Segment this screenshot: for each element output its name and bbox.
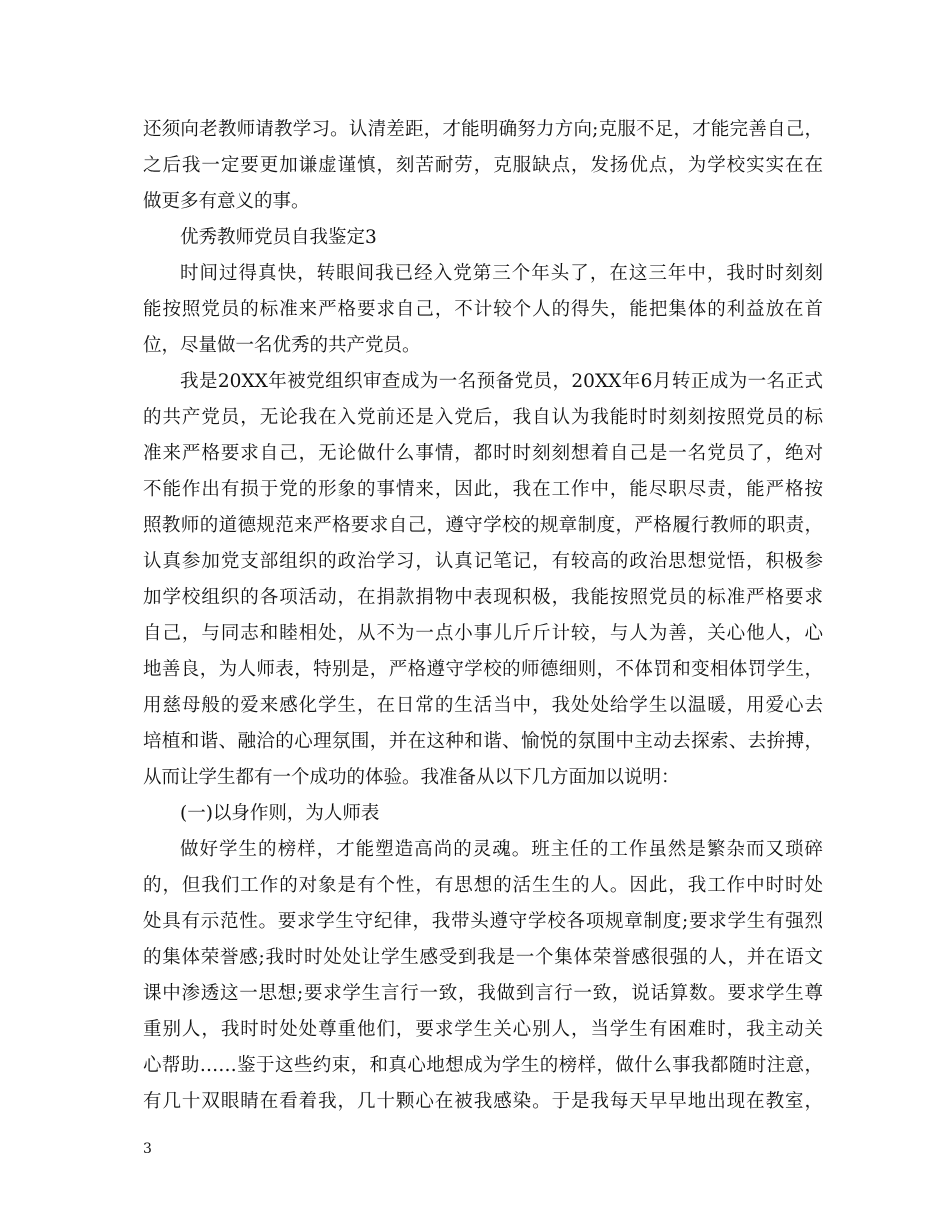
text-line: 照教师的道德规范来严格要求自己，遵守学校的规章制度，严格履行教师的职责， bbox=[143, 515, 823, 536]
text-line: 能按照党员的标准来严格要求自己，不计较个人的得失，能把集体的利益放在首 bbox=[143, 299, 823, 320]
text-line: 自己，与同志和睦相处，从不为一点小事儿斤斤计较，与人为善，关心他人，心 bbox=[143, 623, 823, 644]
text-line: 准来严格要求自己，无论做什么事情，都时时刻刻想着自己是一名党员了，绝对 bbox=[143, 443, 823, 464]
text-line: 培植和谐、融洽的心理氛围，并在这种和谐、愉悦的氛围中主动去探索、去拚搏， bbox=[143, 731, 823, 752]
section-heading: 优秀教师党员自我鉴定3 bbox=[180, 227, 377, 248]
text-line: 位，尽量做一名优秀的共产党员。 bbox=[143, 335, 421, 356]
text-line: 做更多有意义的事。 bbox=[143, 191, 310, 212]
subsection-heading: (一)以身作则，为人师表 bbox=[180, 803, 380, 824]
text-line: 重别人，我时时处处尊重他们，要求学生关心别人，当学生有困难时，我主动关 bbox=[143, 1019, 823, 1040]
text-line: 从而让学生都有一个成功的体验。我准备从以下几方面加以说明： bbox=[143, 767, 680, 788]
page-number: 3 bbox=[143, 1141, 152, 1157]
text-line: 地善良，为人师表，特别是，严格遵守学校的师德细则，不体罚和变相体罚学生， bbox=[143, 659, 823, 680]
text-line: 我是20XX年被党组织审查成为一名预备党员，20XX年6月转正成为一名正式 bbox=[180, 371, 823, 392]
text-line: 还须向老教师请教学习。认清差距，才能明确努力方向;克服不足，才能完善自己， bbox=[143, 119, 823, 140]
text-line: 不能作出有损于党的形象的事情来，因此，我在工作中，能尽职尽责，能严格按 bbox=[143, 479, 823, 500]
text-line: 加学校组织的各项活动，在捐款捐物中表现积极，我能按照党员的标准严格要求 bbox=[143, 587, 823, 608]
text-line: 心帮助……鉴于这些约束，和真心地想成为学生的榜样，做什么事我都随时注意， bbox=[143, 1055, 823, 1076]
text-line: 时间过得真快，转眼间我已经入党第三个年头了，在这三年中，我时时刻刻 bbox=[180, 263, 823, 284]
text-line: 做好学生的榜样，才能塑造高尚的灵魂。班主任的工作虽然是繁杂而又琐碎 bbox=[180, 839, 823, 860]
text-line: 有几十双眼睛在看着我，几十颗心在被我感染。于是我每天早早地出现在教室， bbox=[143, 1091, 823, 1112]
text-line: 课中渗透这一思想;要求学生言行一致，我做到言行一致，说话算数。要求学生尊 bbox=[143, 983, 823, 1004]
text-line: 处具有示范性。要求学生守纪律，我带头遵守学校各项规章制度;要求学生有强烈 bbox=[143, 911, 823, 932]
text-line: 的共产党员，无论我在入党前还是入党后，我自认为我能时时刻刻按照党员的标 bbox=[143, 407, 823, 428]
text-line: 认真参加党支部组织的政治学习，认真记笔记，有较高的政治思想觉悟，积极参 bbox=[143, 551, 823, 572]
text-line: 的，但我们工作的对象是有个性，有思想的活生生的人。因此，我工作中时时处 bbox=[143, 875, 823, 896]
text-line: 之后我一定要更加谦虚谨慎，刻苦耐劳，克服缺点，发扬优点，为学校实实在在 bbox=[143, 155, 823, 176]
text-line: 用慈母般的爱来感化学生，在日常的生活当中，我处处给学生以温暖，用爱心去 bbox=[143, 695, 823, 716]
text-line: 的集体荣誉感;我时时处处让学生感受到我是一个集体荣誉感很强的人，并在语文 bbox=[143, 947, 823, 968]
